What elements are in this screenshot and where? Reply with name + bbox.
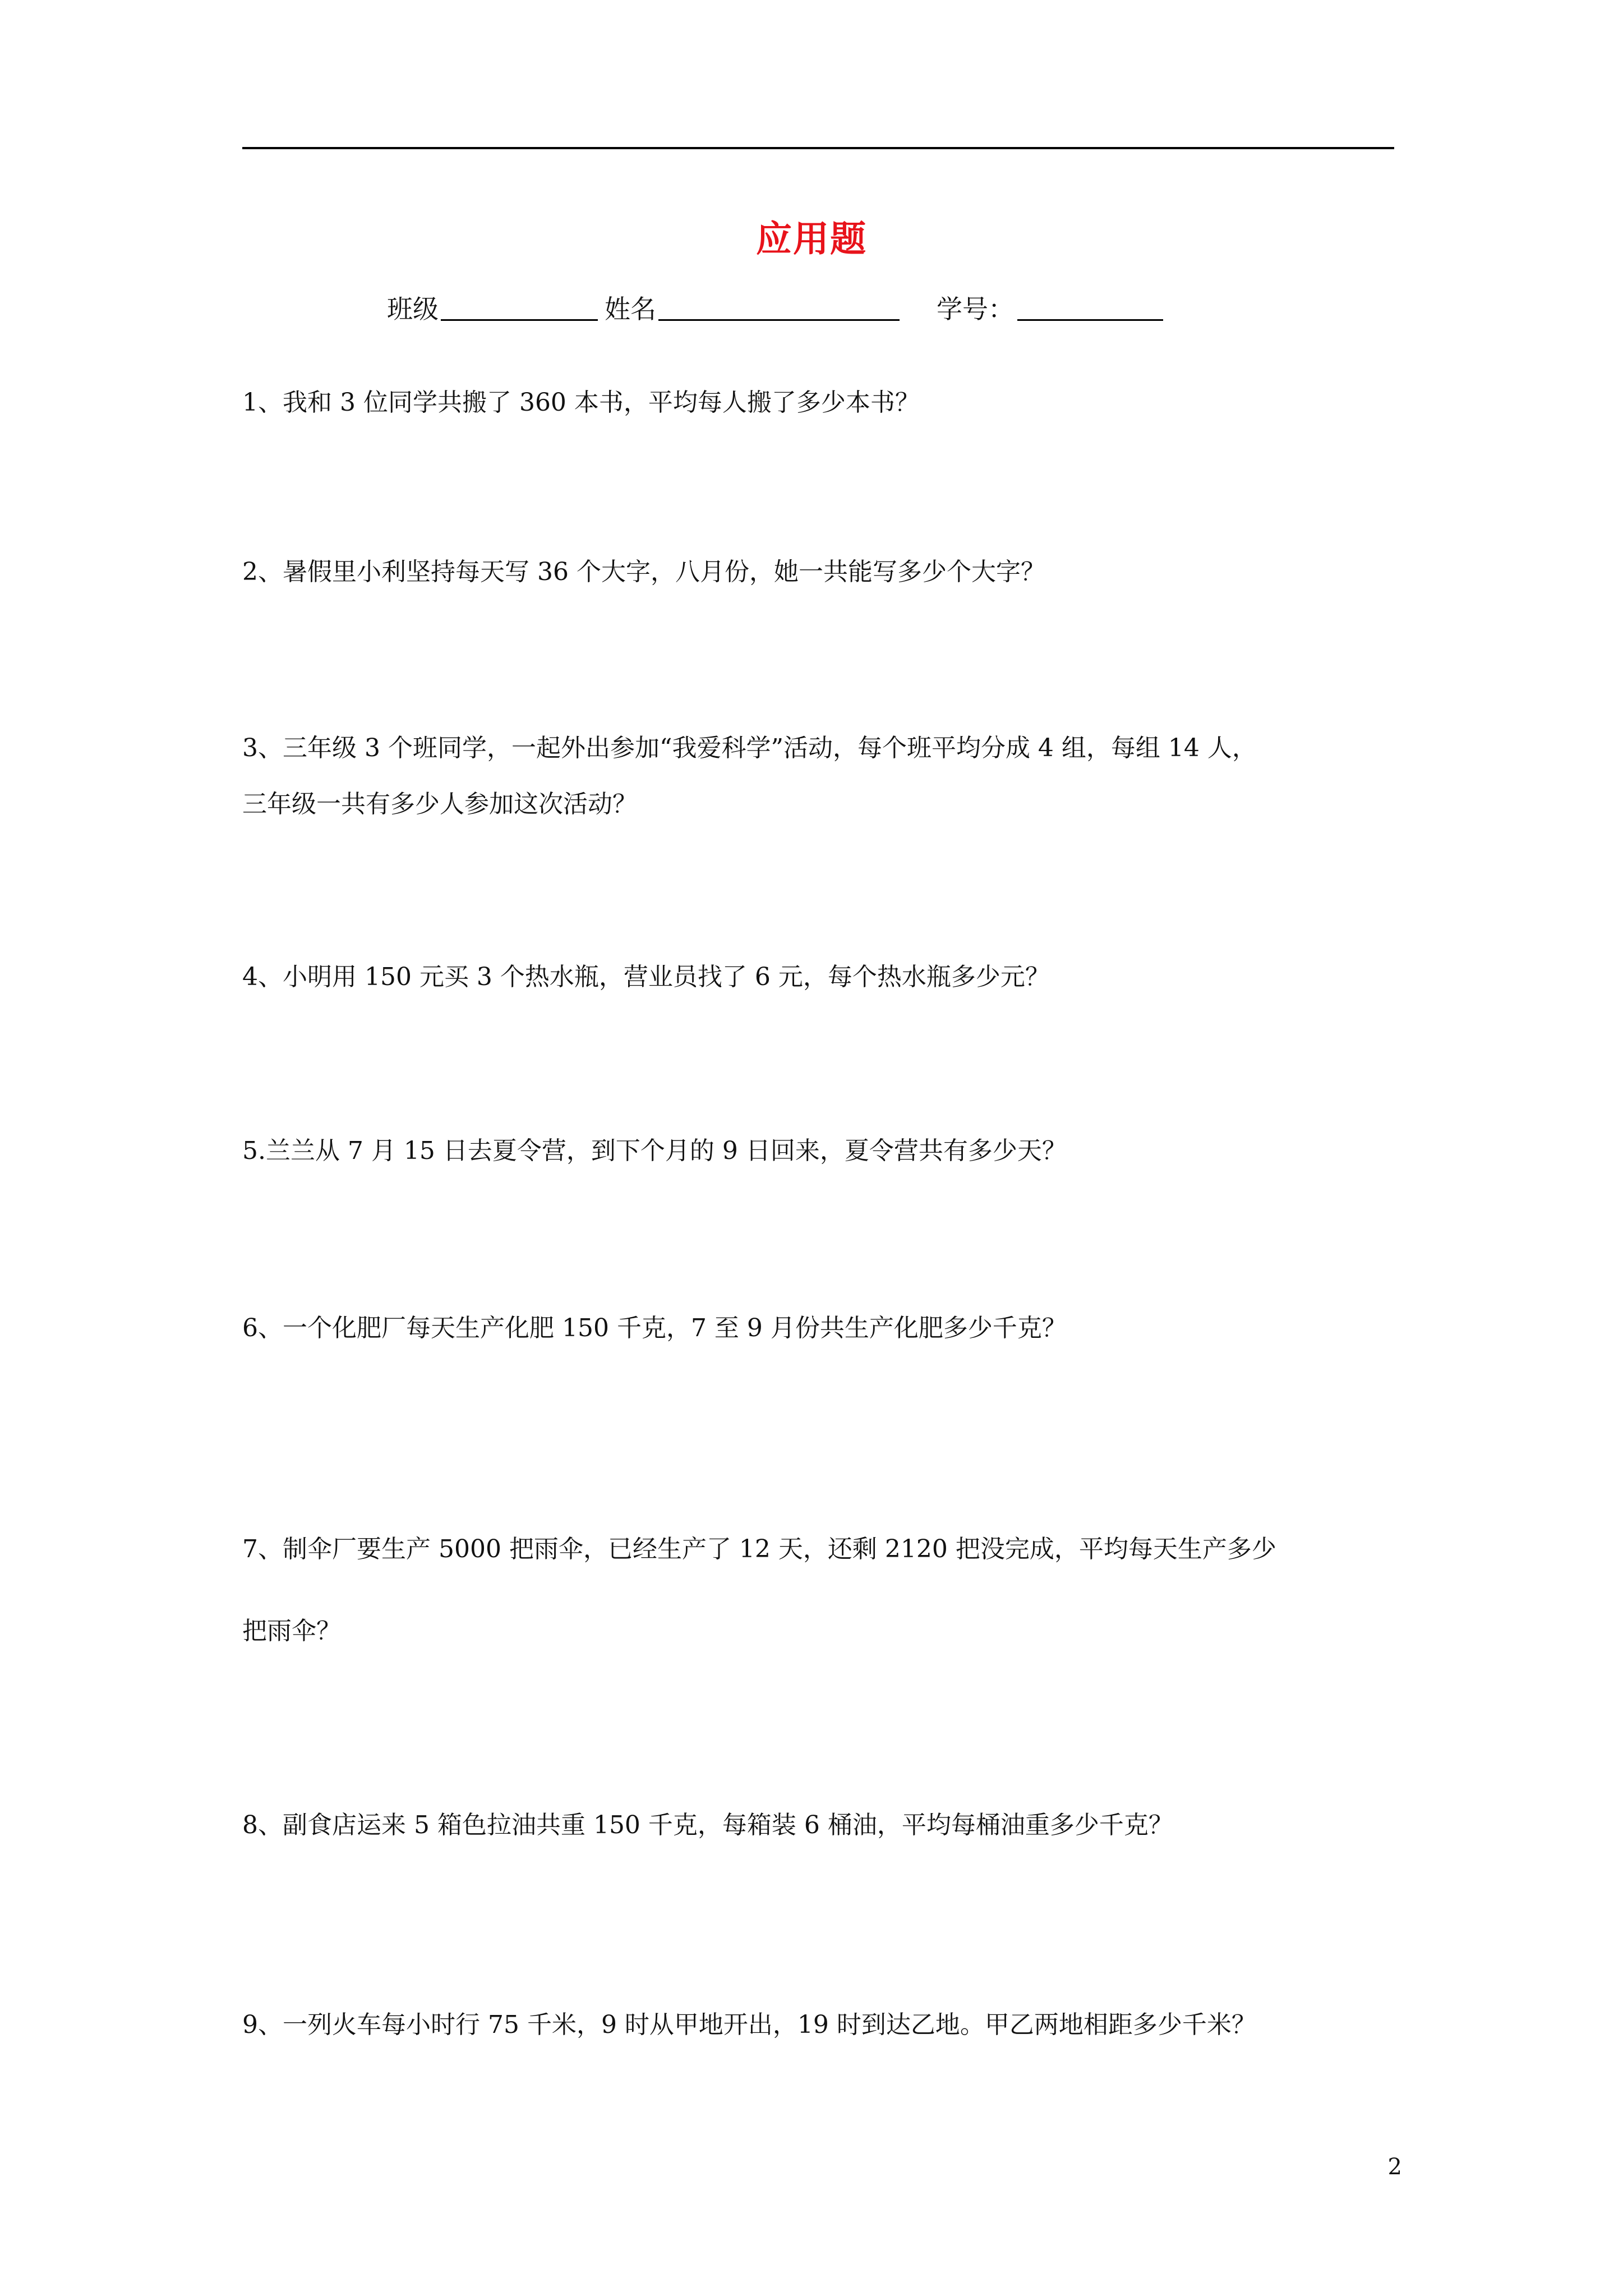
question-7 [242,1521,1398,1659]
question-3-text-continued: 三年级一共有多少人参加这次活动？ [242,790,637,818]
header-rule [242,147,1394,149]
page-title: 应用题 [756,218,867,260]
page-number: 2 [1387,2154,1402,2180]
question-2-text: 2、暑假里小利坚持每天写 36 个大字，八月份，她一共能写多少个大字？ [242,558,1045,586]
question-7-text-continued: 把雨伞？ [242,1617,341,1645]
question-9-text: 9、一列火车每小时行 75 千米，9 时从甲地开出，19 时到达乙地。甲乙两地相距多少千米？ [242,2010,1256,2039]
class-blank[interactable] [441,319,598,321]
question-4-text: 4、小明用 150 元买 3 个热水瓶，营业员找了 6 元，每个热水瓶多少元？ [242,963,1050,991]
student-id-label: 学号： [937,294,1014,324]
question-3-text: 3、三年级 3 个班同学，一起外出参加“我爱科学”活动，每个班平均分成 4 组，每组 14 人， [242,734,1257,762]
question-8 [242,1797,1398,1853]
question-1-text: 1、我和 3 位同学共搬了 360 本书，平均每人搬了多少本书？ [242,388,920,417]
question-3 [242,720,1398,832]
question-6-text: 6、一个化肥厂每天生产化肥 150 千克，7 至 9 月份共生产化肥多少千克？ [242,1314,1067,1342]
question-7-text: 7、制伞厂要生产 5000 把雨伞，已经生产了 12 天，还剩 2120 把没完成，平均每天生产多少 [242,1535,1276,1563]
question-5-text: 5.兰兰从 7 月 15 日去夏令营，到下个月的 9 日回来，夏令营共有多少天？ [242,1137,1067,1165]
question-1 [242,375,1398,431]
student-id-blank[interactable] [1017,319,1163,321]
question-8-text: 8、副食店运来 5 箱色拉油共重 150 千克，每箱装 6 桶油，平均每桶油重多少千克？ [242,1811,1173,1839]
name-label: 姓名 [605,294,656,324]
question-9 [242,1997,1398,2053]
question-4 [242,949,1398,1005]
name-blank[interactable] [658,319,900,321]
question-6 [242,1300,1398,1356]
class-label: 班级 [387,294,439,324]
question-5 [242,1123,1398,1179]
question-2 [242,544,1398,600]
